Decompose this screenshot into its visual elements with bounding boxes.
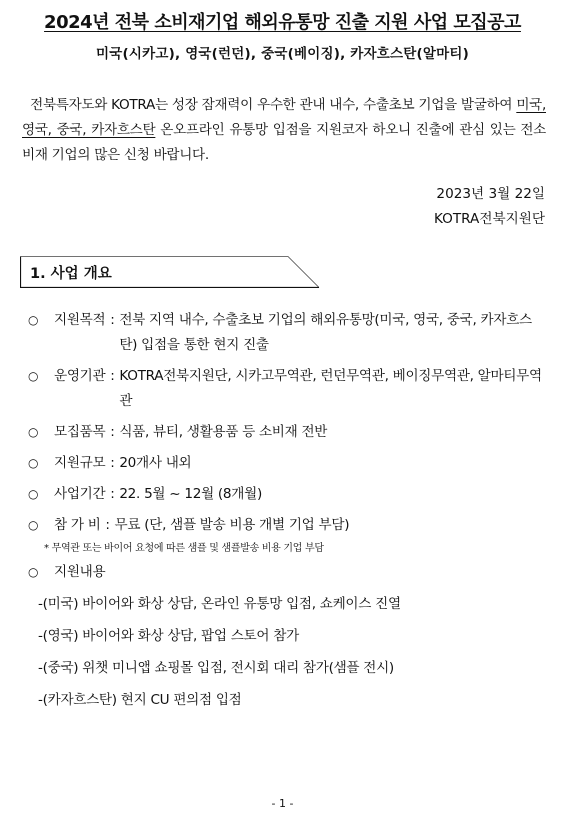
intro-text-1: 전북특자도와 KOTRA는 성장 잠재력이 우수한 관내 내수, 수출초보 기업을 발굴하여 [30,97,517,113]
circle-bullet-icon: ○ [28,369,39,383]
item-value: 22. 5월 ~ 12월 (8개월) [119,486,262,502]
item-separator: : [110,312,115,328]
item-value: 식품, 뷰티, 생활용품 등 소비재 전반 [119,424,328,440]
circle-bullet-icon: ○ [28,518,39,532]
intro-target-countries: 미국, 영국, 중국, 카자흐스탄 [22,97,546,138]
item-value: 20개사 내외 [119,455,192,471]
intro-text-2: 온오프라인 유통망 입점을 지원코자 하오니 진출에 관심 있는 전소비재 기업의 많은 신청 바랍니다. [22,122,547,163]
support-detail-china: -(중국) 위챗 미니앱 쇼핑몰 입점, 전시회 대리 참가(샘플 전시) [38,660,394,676]
item-separator: : [110,368,115,384]
circle-bullet-icon: ○ [28,425,39,439]
item-label: 지원내용 [54,564,106,580]
list-item [28,482,548,507]
item-label: 지원규모 [54,455,106,471]
circle-bullet-icon: ○ [28,487,39,501]
item-separator: : [105,517,110,533]
item-label: 참 가 비 [54,517,101,533]
item-label: 지원목적 [54,312,106,328]
item-label: 모집품목 [54,424,106,440]
item-separator: : [110,424,115,440]
list-item [28,513,548,538]
page-number: - 1 - [271,797,294,810]
overview-list [28,308,548,713]
page-title: 2024년 전북 소비재기업 해외유통망 진출 지원 사업 모집공고 [44,12,521,33]
section-title: 1. 사업 개요 [30,266,112,282]
page-subtitle: 미국(시카고), 영국(런던), 중국(베이징), 카자흐스탄(알마티) [96,46,469,62]
item-value: KOTRA전북지원단, 시카고무역관, 런던무역관, 베이징무역관, 알마티무역관 [119,368,542,409]
item-label: 사업기간 [54,486,106,502]
item-separator: : [110,455,115,471]
list-item [28,420,548,445]
organization-name: KOTRA전북지원단 [433,211,545,227]
list-item [28,364,548,414]
support-detail-kazakhstan: -(카자흐스탄) 현지 CU 편의점 입점 [38,692,242,708]
circle-bullet-icon: ○ [28,456,39,470]
list-item [28,308,548,358]
section-header [20,256,320,286]
list-item [28,451,548,476]
announcement-date: 2023년 3월 22일 [436,186,545,202]
item-value: 무료 (단, 샘플 발송 비용 개별 기업 부담) [114,517,350,533]
circle-bullet-icon: ○ [28,313,39,327]
support-detail-uk: -(영국) 바이어와 화상 상담, 팝업 스토어 참가 [38,628,299,644]
item-separator: : [110,486,115,502]
circle-bullet-icon: ○ [28,565,39,579]
item-value: 전북 지역 내수, 수출초보 기업의 해외유통망(미국, 영국, 중국, 카자흐스탄) 입점을 통한 현지 진출 [119,312,532,353]
support-detail-us: -(미국) 바이어와 화상 상담, 온라인 유통망 입점, 쇼케이스 진열 [38,596,401,612]
intro-paragraph [22,93,546,168]
fee-note: * 무역관 또는 바이어 요청에 따른 샘플 및 샘플발송 비용 기업 부담 [44,543,324,554]
list-item [28,560,548,585]
item-label: 운영기관 [54,368,106,384]
